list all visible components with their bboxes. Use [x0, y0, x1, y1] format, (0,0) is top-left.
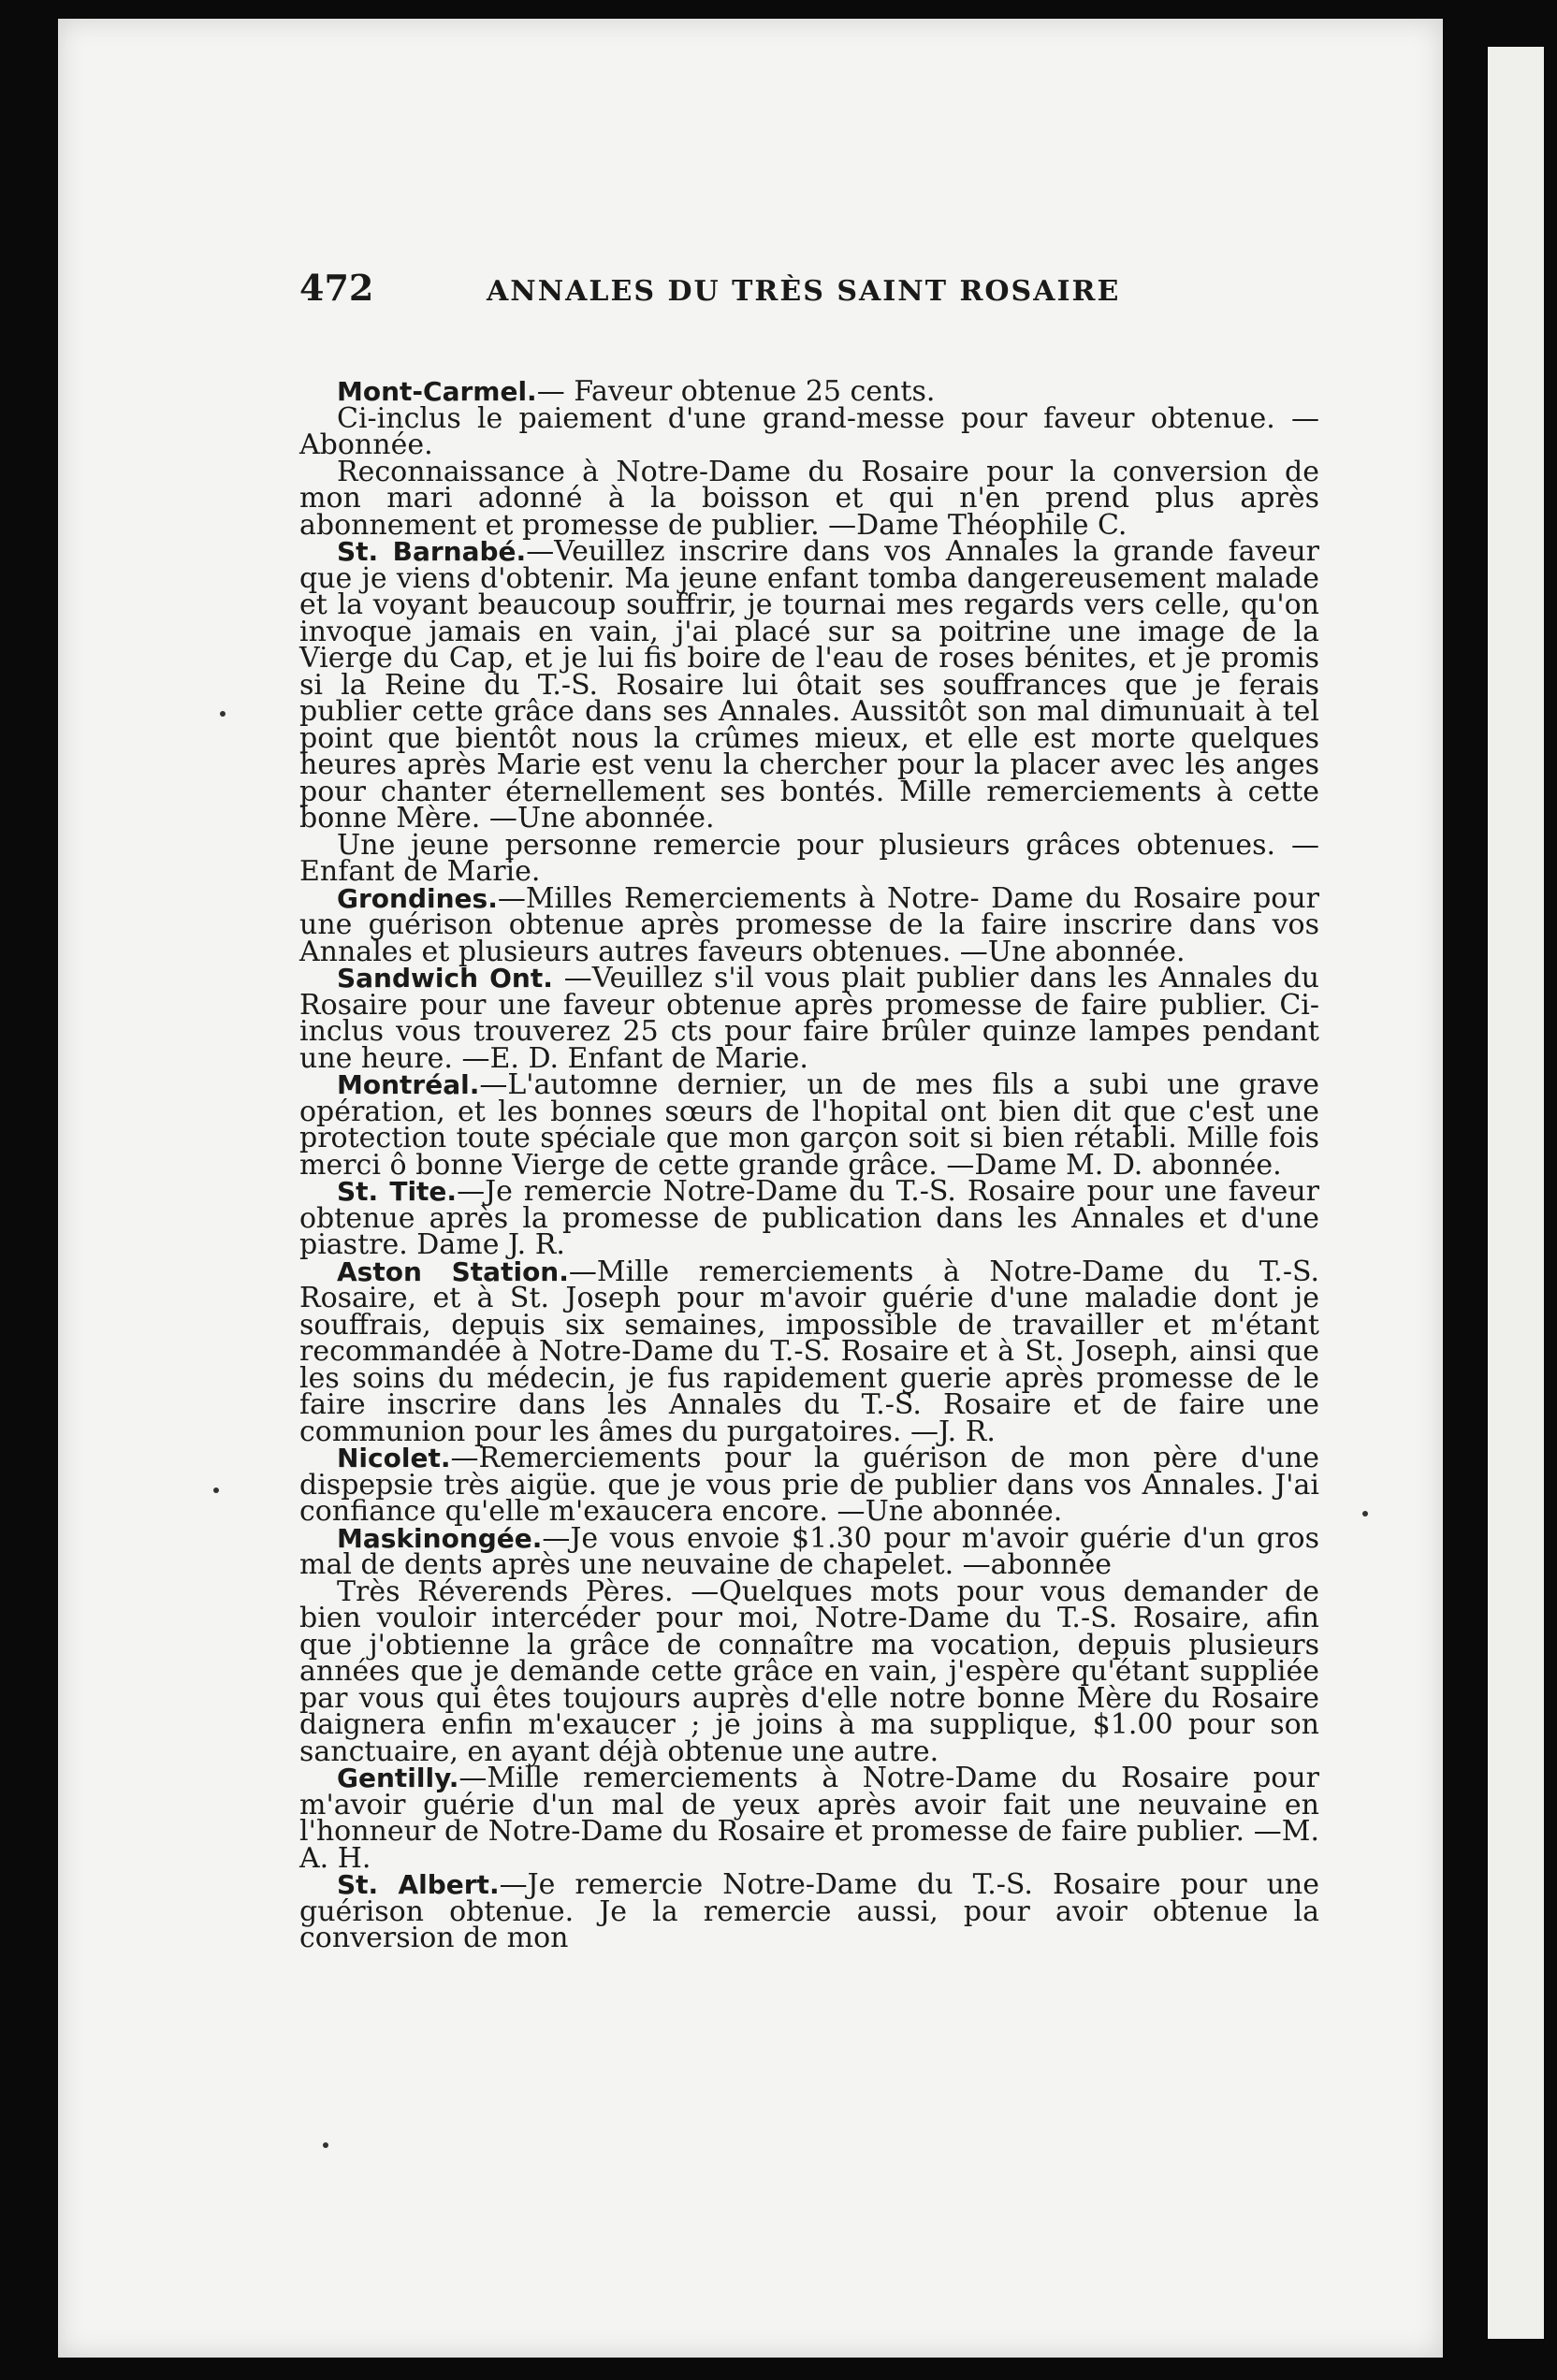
entry-9 [299, 1175, 1319, 1261]
entry-text: —Milles Remerciements à Notre- Dame du Rosaire pour une guérison obtenue après promesse de la faire inscrire dans vos Annales et plusieurs autres faveurs obtenues. —Une abonnée. [299, 881, 1319, 968]
entry-15 [299, 1868, 1319, 1954]
place-name: Gentilly. [337, 1763, 459, 1793]
entry-text: Une jeune personne remercie pour plusieurs grâces obtenues. —Enfant de Marie. [299, 828, 1319, 888]
place-name: Nicolet. [337, 1443, 451, 1473]
entry-text: —Je vous envoie $1.30 pour m'avoir guérie d'un gros mal de dents après une neuvaine de chapelet. —abonnée [299, 1521, 1319, 1581]
entry-2 [299, 401, 1319, 461]
entry-4 [299, 535, 1320, 834]
entry-text: —Je remercie Notre-Dame du T.-S. Rosaire pour une faveur obtenue après la promesse de publication dans les Annales et d'une piastre. Dame J. R. [299, 1175, 1319, 1261]
entry-text: Très Réverends Pères. —Quelques mots pour vous demander de bien vouloir intercéder pour moi, Notre-Dame du T.-S. Rosaire, afin que j'obtienne la grâce de connaître ma vocation, depuis plusieurs années que je demande cette grâce en vain, j'espère qu'étant suppliée par vous qui êtes toujours auprès d'elle notre bonne Mère du Rosaire daignera enfin m'exaucer ; je joins à ma supplique, $1.00 pour son sanctuaire, en ayant déjà obtenue une autre. [299, 1575, 1319, 1768]
place-name: St. Tite. [337, 1176, 458, 1207]
entry-10 [299, 1255, 1320, 1448]
page-header [299, 267, 1319, 323]
place-name: St. Albert. [337, 1869, 500, 1900]
entry-text: —Mille remerciements à Notre-Dame du Rosaire pour m'avoir guérie d'un mal de yeux après avoir fait une neuvaine en l'honneur de Notre-Dame du Rosaire et promesse de faire publier. —M. A. H. [299, 1762, 1319, 1875]
place-name: Maskinongée. [337, 1522, 543, 1554]
entries [299, 375, 1320, 1954]
entry-6 [299, 881, 1319, 968]
facing-page-edge [1488, 47, 1544, 2339]
place-name: Montréal. [337, 1069, 480, 1100]
ink-speck [323, 2142, 328, 2148]
entry-text: —L'automne dernier, un de mes fils a subi une grave opération, et les bonnes sœurs de l'hopital ont bien dit que c'est une protection toute spéciale que mon garçon soit si bien rétabli. Mille fois merci ô bonne Vierge de cette grande grâce. —Dame M. D. abonnée. [299, 1068, 1319, 1182]
place-name: Grondines. [337, 882, 498, 914]
entry-text: —Mille remerciements à Notre-Dame du T.-S. Rosaire, et à St. Joseph pour m'avoir guérie d'une maladie dont je souffrais, depuis six semaines, impossible de travailler et m'étant recommandée à Notre-Dame du T.-S. Rosaire et à St. Joseph, ainsi que les soins du médecin, je fus rapidement guerie après promesse de le faire inscrire dans les Annales du T.-S. Rosaire et de faire une communion pour les âmes du purgatoires. —J. R. [299, 1255, 1320, 1448]
entry-13 [299, 1575, 1319, 1768]
entry-text: —Veuillez inscrire dans vos Annales la grande faveur que je viens d'obtenir. Ma jeune enfant tomba dangereusement malade et la voyant beaucoup souffrir, je tournai mes regards vers celle, qu'on invoque jamais en vain, j'ai placé sur sa poitrine une image de la Vierge du Cap, et je lui fis boire de l'eau de roses bénites, et je promis si la Reine du T.-S. Rosaire lui ôtait ses souffrances que je ferais publier cette grâce dans ses Annales. Aussitôt son mal dimunuait à tel point que bientôt nous la crûmes mieux, et elle est morte quelques heures après Marie est venu la chercher pour la placer avec les anges pour chanter éternellement ses bontés. Mille remerciements à cette bonne Mère. —Une abonnée. [299, 535, 1320, 834]
entry-5 [299, 828, 1319, 888]
place-name: Aston Station. [337, 1255, 569, 1287]
entry-8 [299, 1068, 1319, 1182]
entry-text: —Remerciements pour la guérison de mon père d'une dispepsie très aigüe. que je vous prie de publier dans vos Annales. J'ai confiance qu'elle m'exaucera encore. —Une abonnée. [299, 1442, 1319, 1528]
place-name: Sandwich Ont. [337, 963, 553, 994]
running-title: ANNALES DU TRÈS SAINT ROSAIRE [487, 275, 1121, 308]
ink-speck [1362, 1511, 1368, 1517]
page-number: 472 [299, 267, 374, 309]
place-name: Mont-Carmel. [337, 376, 537, 407]
entry-text: — Faveur obtenue 25 cents. [536, 375, 936, 408]
entry-7 [299, 962, 1320, 1075]
place-name: St. Barnabé. [337, 536, 527, 567]
entry-12 [299, 1521, 1319, 1581]
page-content [299, 267, 1319, 1952]
entry-text: —Je remercie Notre-Dame du T.-S. Rosaire pour une guérison obtenue. Je la remercie aussi, pour avoir obtenue la conversion de mon [299, 1868, 1319, 1954]
entry-text: Ci-inclus le paiement d'une grand-messe pour faveur obtenue. —Abonnée. [299, 401, 1319, 461]
ink-speck [213, 1488, 219, 1493]
entry-14 [299, 1762, 1319, 1875]
entry-3 [299, 455, 1319, 542]
entry-text: —Veuillez s'il vous plait publier dans les Annales du Rosaire pour une faveur obtenue après promesse de faire publier. Ci-inclus vous trouverez 25 cts pour faire brûler quinze lampes pendant une heure. —E. D. Enfant de Marie. [299, 962, 1320, 1075]
ink-speck [220, 711, 226, 717]
entry-text: Reconnaissance à Notre-Dame du Rosaire pour la conversion de mon mari adonné à la boisson et qui n'en prend plus après abonnement et promesse de publier. —Dame Théophile C. [299, 455, 1319, 542]
entry-11 [299, 1442, 1319, 1528]
